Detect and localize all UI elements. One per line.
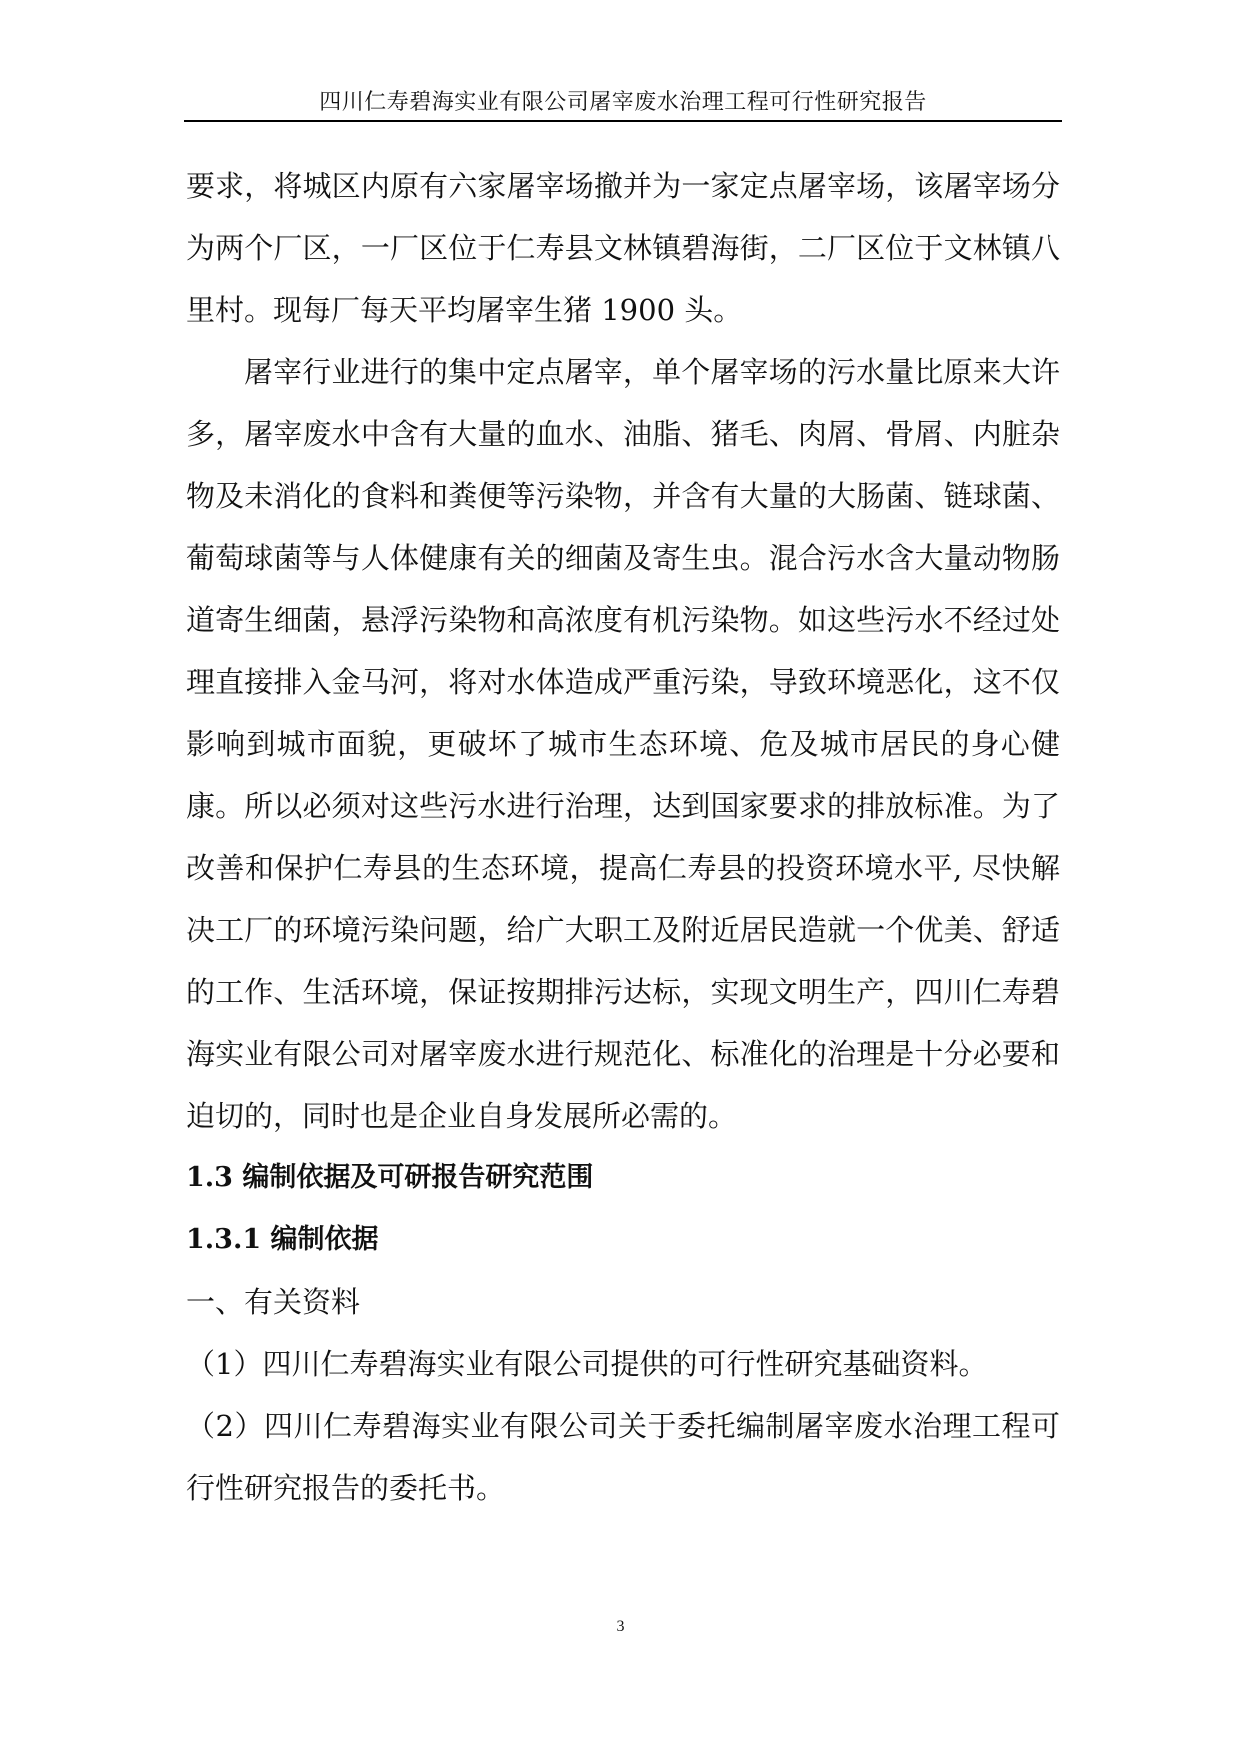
header-divider — [184, 120, 1062, 122]
paragraph-1: 要求，将城区内原有六家屠宰场撤并为一家定点屠宰场，该屠宰场分为两个厂区，一厂区位于仁寿县文林镇碧海街，二厂区位于文林镇八里村。现每厂每天平均屠宰生猪 1900 头。 — [186, 169, 1060, 327]
document-body — [186, 155, 1060, 1519]
page-header-title: 四川仁寿碧海实业有限公司屠宰废水治理工程可行性研究报告 — [319, 90, 927, 115]
list-item-1: （1）四川仁寿碧海实业有限公司提供的可行性研究基础资料。 — [186, 1347, 988, 1381]
list-title: 一、有关资料 — [186, 1285, 361, 1319]
subsection-heading: 1.3.1 编制依据 — [186, 1224, 379, 1255]
section-heading: 1.3 编制依据及可研报告研究范围 — [186, 1162, 594, 1193]
page-number: 3 — [616, 1618, 625, 1635]
paragraph-2: 屠宰行业进行的集中定点屠宰，单个屠宰场的污水量比原来大许多，屠宰废水中含有大量的血水、油脂、猪毛、肉屑、骨屑、内脏杂物及未消化的食料和粪便等污染物，并含有大量的大肠菌、链球菌、葡萄球菌等与人体健康有关的细菌及寄生虫。混合污水含大量动物肠道寄生细菌，悬浮污染物和高浓度有机污染物。如这些污水不经过处理直接排入金马河，将对水体造成严重污染，导致环境恶化，这不仅影响到城市面貌，更破坏了城市生态环境、危及城市居民的身心健康。所以必须对这些污水进行治理，达到国家要求的排放标准。为了改善和保护仁寿县的生态环境，提高仁寿县的投资环境水平, 尽快解决工厂的环境污染问题，给广大职工及附近居民造就一个优美、舒适的工作、生活环境，保证按期排污达标，实现文明生产，四川仁寿碧海实业有限公司对屠宰废水进行规范化、标准化的治理是十分必要和迫切的，同时也是企业自身发展所必需的。 — [186, 355, 1060, 1133]
list-item-2: （2）四川仁寿碧海实业有限公司关于委托编制屠宰废水治理工程可行性研究报告的委托书。 — [186, 1409, 1060, 1505]
